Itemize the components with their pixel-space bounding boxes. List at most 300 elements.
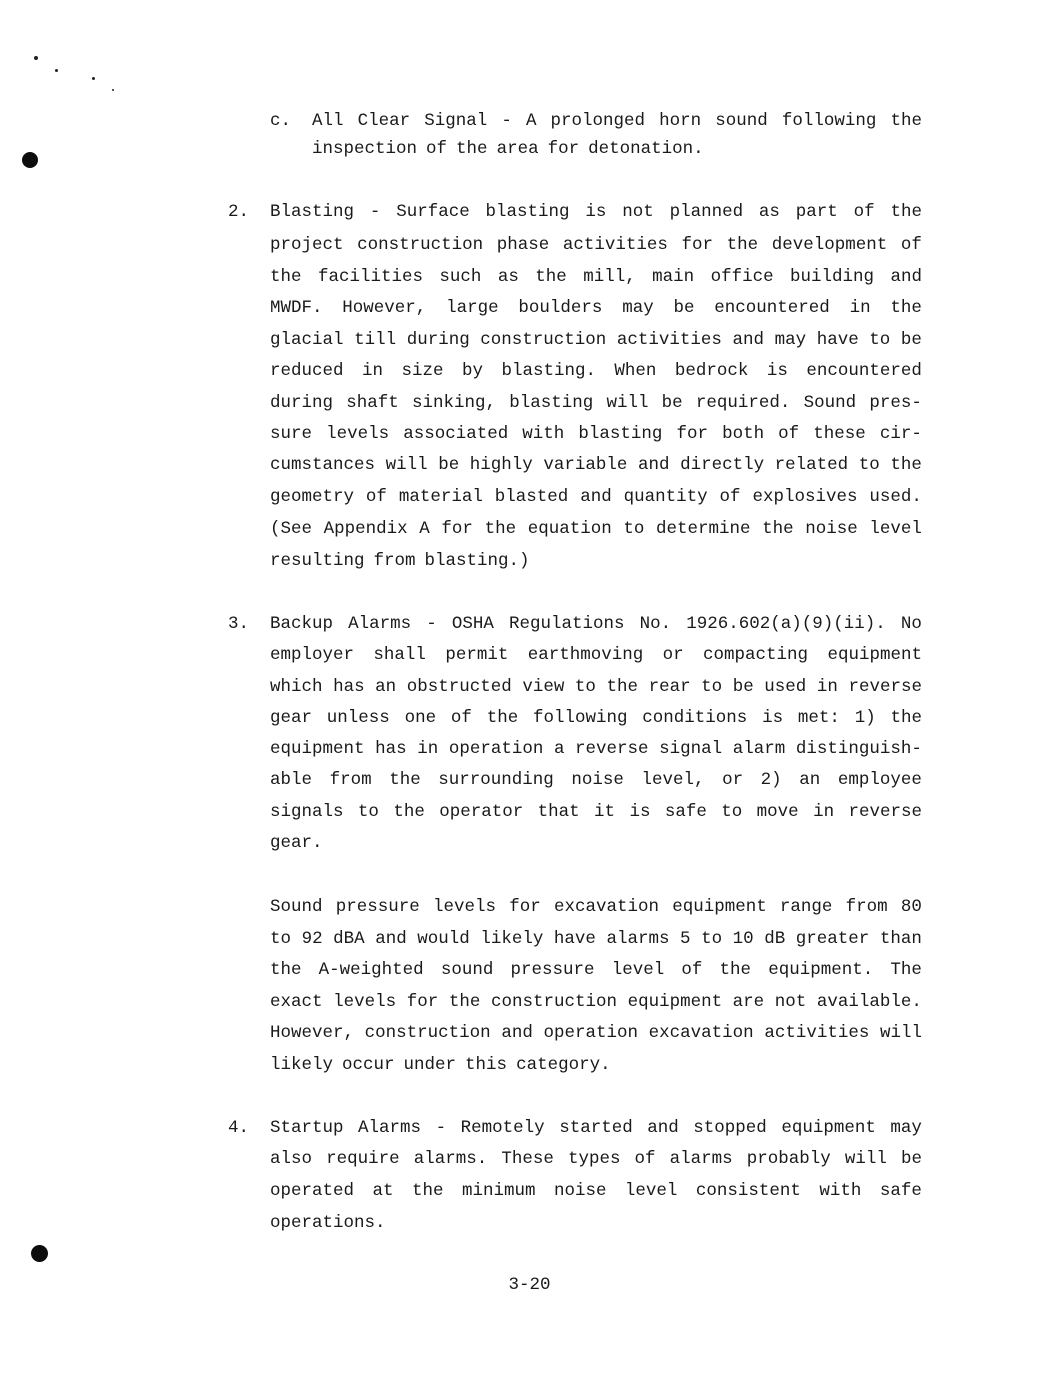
text-line	[270, 960, 922, 980]
word: gear	[270, 708, 313, 728]
word: consistent	[695, 1181, 801, 1201]
word: horn	[659, 111, 702, 131]
word: obstructed	[406, 677, 512, 697]
text-line	[270, 202, 922, 222]
word: the	[393, 802, 425, 822]
word: area	[496, 139, 539, 159]
scan-speck	[92, 77, 95, 80]
word: with	[819, 1181, 862, 1201]
word: -	[426, 614, 437, 634]
word: the	[890, 202, 922, 222]
word: mill,	[583, 267, 636, 287]
word: in	[417, 739, 439, 759]
word: main	[652, 267, 695, 287]
word: to	[701, 929, 723, 949]
word: Surface	[396, 202, 470, 222]
word: and	[647, 1118, 679, 1138]
word: construction	[357, 235, 484, 255]
word: No	[900, 614, 922, 634]
word: for	[441, 519, 473, 539]
word: (See	[270, 519, 313, 539]
word: 1)	[854, 708, 876, 728]
word: operation	[448, 739, 544, 759]
word: for	[509, 897, 541, 917]
word: under	[403, 1055, 457, 1075]
word: which	[270, 677, 323, 697]
word: sound	[715, 111, 768, 131]
text-line	[270, 739, 922, 759]
word: or	[662, 645, 684, 665]
word: Regulations	[509, 614, 625, 634]
word: and	[637, 455, 670, 475]
word: shaft	[346, 393, 399, 413]
word: OSHA	[451, 614, 494, 634]
word: during	[406, 330, 470, 350]
word: levels	[326, 424, 390, 444]
text-line	[270, 487, 922, 507]
word: distinguish-	[795, 739, 922, 759]
word: will	[606, 393, 649, 413]
word: till	[354, 330, 397, 350]
word: levels	[333, 992, 397, 1012]
word: However,	[342, 298, 427, 318]
word: to	[357, 802, 379, 822]
word: operator	[439, 802, 524, 822]
word: may	[890, 1118, 922, 1138]
word: during	[270, 393, 334, 413]
word: be	[673, 298, 695, 318]
word: is	[585, 202, 607, 222]
word: minimum	[461, 1181, 536, 1201]
word: in	[813, 802, 835, 822]
word: equation	[527, 519, 612, 539]
word: size	[401, 361, 444, 381]
word: directly	[680, 455, 765, 475]
word: and	[501, 1023, 533, 1043]
text-line	[270, 929, 922, 949]
word: facilities	[317, 267, 423, 287]
word: will	[844, 1149, 887, 1169]
word: All	[312, 111, 344, 131]
word: equipment	[827, 645, 922, 665]
word: the	[719, 960, 752, 980]
word: that	[537, 802, 580, 822]
word: of	[853, 202, 875, 222]
word: be	[900, 330, 922, 350]
list-marker: c.	[270, 111, 292, 131]
word: blasted	[494, 487, 569, 507]
word: encountered	[714, 298, 830, 318]
word: No.	[639, 614, 672, 634]
word: to	[623, 519, 645, 539]
word: equipment	[672, 897, 767, 917]
word: the	[456, 139, 488, 159]
word: bedrock	[674, 361, 749, 381]
text-line	[270, 770, 922, 790]
word: When	[614, 361, 657, 381]
word: Clear	[357, 111, 411, 131]
word: noise	[553, 1181, 607, 1201]
word: Alarms	[348, 614, 412, 634]
word: an	[799, 770, 821, 790]
word: alarms	[606, 929, 670, 949]
word: to	[858, 455, 880, 475]
word: safe	[879, 1181, 922, 1201]
word: would	[417, 929, 470, 949]
text-line	[270, 1023, 922, 1043]
word: activities	[616, 330, 722, 350]
word: following	[532, 708, 628, 728]
word: level	[611, 960, 665, 980]
word: A	[525, 111, 537, 131]
word: following	[781, 111, 877, 131]
text-line	[270, 330, 922, 350]
word: earthmoving	[527, 645, 644, 665]
word: part	[795, 202, 838, 222]
word: A	[419, 519, 430, 539]
word: likely	[480, 929, 544, 949]
word: reverse	[848, 677, 922, 697]
word: of	[634, 1149, 656, 1169]
word: Remotely	[460, 1118, 545, 1138]
word: boulders	[518, 298, 603, 318]
text-line	[270, 1118, 922, 1138]
word: such	[439, 267, 482, 287]
word: Appendix	[323, 519, 408, 539]
word: the	[535, 267, 567, 287]
word: the	[486, 708, 519, 728]
word: have	[816, 330, 859, 350]
word: able	[270, 770, 313, 790]
word: of	[450, 708, 472, 728]
word: variable	[543, 455, 628, 475]
word: also	[270, 1149, 313, 1169]
word: from	[329, 770, 372, 790]
word: exact	[270, 992, 323, 1012]
word: equipment.	[768, 960, 874, 980]
word: blasting	[485, 202, 570, 222]
word: material	[398, 487, 483, 507]
word: by	[461, 361, 483, 381]
word: may	[622, 298, 654, 318]
word: The	[890, 960, 922, 980]
word: activities	[764, 1023, 870, 1043]
word: permit	[445, 645, 509, 665]
word: alarms	[669, 1149, 733, 1169]
word: be	[900, 1149, 922, 1169]
word: 5	[680, 929, 691, 949]
word: 2)	[760, 770, 782, 790]
word: as	[497, 267, 519, 287]
word: inspection	[312, 139, 418, 159]
word: of	[681, 960, 703, 980]
word: Startup	[270, 1118, 344, 1138]
word: require	[326, 1149, 400, 1169]
word: will	[879, 1023, 922, 1043]
word: to	[869, 330, 891, 350]
word: for	[681, 235, 714, 255]
text-line	[270, 1213, 922, 1233]
word: office	[710, 267, 774, 287]
word: associated	[403, 424, 509, 444]
word: -	[435, 1118, 447, 1138]
word: excavation	[553, 897, 659, 917]
word: to	[270, 929, 292, 949]
word: level,	[641, 770, 705, 790]
word: of	[365, 487, 387, 507]
word: than	[879, 929, 922, 949]
text-line	[270, 802, 922, 822]
word: used.	[869, 487, 922, 507]
word: sinking,	[411, 393, 496, 413]
word: the	[448, 992, 481, 1012]
word: blasting.	[501, 361, 596, 381]
text-line	[270, 833, 922, 853]
text-line	[270, 677, 922, 697]
word: sound	[440, 960, 494, 980]
word: have	[553, 929, 596, 949]
word: pressure	[335, 897, 420, 917]
word: large	[446, 298, 499, 318]
text-line	[270, 267, 922, 287]
text-line	[270, 1055, 922, 1075]
word: detonation.	[588, 139, 704, 159]
word: level	[624, 1181, 678, 1201]
word: development	[771, 235, 888, 255]
word: both	[722, 424, 765, 444]
word: not	[622, 202, 654, 222]
word: surrounding	[438, 770, 554, 790]
word: available.	[816, 992, 922, 1012]
word: level	[869, 519, 922, 539]
text-line	[270, 614, 922, 634]
word: the	[890, 298, 922, 318]
word: alarm	[732, 739, 786, 759]
word: the	[484, 519, 517, 539]
word: project	[270, 235, 344, 255]
scan-speck	[112, 89, 114, 91]
word: unless	[326, 708, 390, 728]
text-line	[270, 298, 922, 318]
word: geometry	[270, 487, 355, 507]
scan-speck	[55, 69, 58, 72]
word: quantity	[623, 487, 708, 507]
word: the	[890, 455, 922, 475]
word: dBA	[333, 929, 365, 949]
word: the	[270, 267, 302, 287]
word: Blasting	[270, 202, 355, 222]
word: 10	[732, 929, 754, 949]
text-line	[270, 424, 922, 444]
word: required.	[695, 393, 791, 413]
word: stopped	[693, 1118, 767, 1138]
word: and	[375, 929, 407, 949]
word: has	[333, 677, 365, 697]
word: is	[762, 708, 784, 728]
word: from	[373, 551, 416, 571]
word: has	[375, 739, 407, 759]
word: move	[756, 802, 799, 822]
word: cumstances	[270, 455, 376, 475]
text-line	[270, 455, 922, 475]
word: of	[900, 235, 922, 255]
word: with	[522, 424, 565, 444]
word: related	[774, 455, 849, 475]
word: rear	[648, 677, 691, 697]
word: started	[559, 1118, 633, 1138]
word: of	[778, 424, 800, 444]
word: be	[438, 455, 460, 475]
word: highly	[469, 455, 533, 475]
word: be	[661, 393, 683, 413]
word: may	[774, 330, 807, 350]
text-line	[270, 897, 922, 917]
word: types	[567, 1149, 621, 1169]
word: noise	[805, 519, 858, 539]
word: activities	[562, 235, 668, 255]
word: view	[522, 677, 565, 697]
word: the	[606, 677, 638, 697]
word: this	[465, 1055, 508, 1075]
text-line	[270, 645, 922, 665]
word: equipment	[781, 1118, 876, 1138]
word: greater	[795, 929, 870, 949]
word: the	[890, 111, 922, 131]
list-marker: 2.	[228, 202, 250, 222]
word: the	[890, 708, 922, 728]
word: met:	[797, 708, 840, 728]
word: at	[372, 1181, 394, 1201]
word: the	[389, 770, 421, 790]
text-line	[270, 551, 922, 571]
word: reverse	[848, 802, 922, 822]
word: noise	[571, 770, 624, 790]
punch-hole-bottom	[31, 1245, 48, 1262]
text-line	[270, 708, 922, 728]
word: explosives	[752, 487, 858, 507]
word: conditions	[642, 708, 748, 728]
word: blasting	[578, 424, 663, 444]
word: compacting	[703, 645, 809, 665]
word: reduced	[270, 361, 344, 381]
word: operated	[270, 1181, 355, 1201]
word: Backup	[270, 614, 334, 634]
word: to	[721, 802, 743, 822]
word: probably	[746, 1149, 831, 1169]
word: for	[406, 992, 439, 1012]
scan-speck	[34, 56, 38, 60]
text-line	[270, 1149, 922, 1169]
word: A-weighted	[318, 960, 424, 980]
word: However,	[270, 1023, 355, 1043]
text-line	[270, 992, 922, 1012]
text-line	[312, 139, 922, 159]
word: gear.	[270, 833, 323, 853]
word: will	[385, 455, 428, 475]
word: the	[270, 960, 302, 980]
word: an	[375, 677, 397, 697]
text-line	[270, 1181, 922, 1201]
word: pres-	[869, 393, 922, 413]
text-line	[270, 519, 922, 539]
word: 1926.602(a)(9)(ii).	[686, 614, 886, 634]
word: Sound	[270, 897, 323, 917]
word: and	[890, 267, 922, 287]
list-marker: 3.	[228, 614, 250, 634]
word: encountered	[806, 361, 922, 381]
word: resulting	[270, 551, 365, 571]
word: -	[501, 111, 512, 131]
word: for	[547, 139, 580, 159]
word: in	[849, 298, 871, 318]
word: alarms.	[413, 1149, 488, 1169]
page-number: 3-20	[508, 1275, 551, 1295]
word: in	[816, 677, 838, 697]
word: used	[764, 677, 807, 697]
word: Alarms	[358, 1118, 422, 1138]
word: it	[594, 802, 616, 822]
word: levels	[432, 897, 496, 917]
word: not	[774, 992, 807, 1012]
word: construction	[480, 330, 607, 350]
word: planned	[669, 202, 744, 222]
word: one	[404, 708, 437, 728]
word: from	[845, 897, 888, 917]
text-line	[312, 111, 922, 131]
word: blasting.)	[424, 551, 530, 571]
word: the	[762, 519, 794, 539]
word: These	[501, 1149, 554, 1169]
word: pressure	[510, 960, 595, 980]
word: or	[722, 770, 744, 790]
word: phase	[496, 235, 550, 255]
word: MWDF.	[270, 298, 323, 318]
word: is	[766, 361, 788, 381]
text-line	[270, 393, 922, 413]
word: equipment	[270, 739, 365, 759]
word: construction	[364, 1023, 491, 1043]
word: safe	[664, 802, 707, 822]
word: in	[361, 361, 383, 381]
word: prolonged	[550, 111, 646, 131]
list-marker: 4.	[228, 1118, 250, 1138]
word: employee	[837, 770, 922, 790]
word: glacial	[270, 330, 344, 350]
word: 80	[900, 897, 922, 917]
word: construction	[490, 992, 617, 1012]
word: these	[813, 424, 866, 444]
word: category.	[516, 1055, 611, 1075]
text-line	[270, 235, 922, 255]
word: range	[779, 897, 833, 917]
word: excavation	[648, 1023, 754, 1043]
word: of	[719, 487, 741, 507]
word: signals	[270, 802, 344, 822]
word: signal	[659, 739, 723, 759]
word: the	[726, 235, 759, 255]
word: shall	[373, 645, 426, 665]
word: determine	[655, 519, 751, 539]
word: of	[426, 139, 448, 159]
text-line	[270, 361, 922, 381]
word: to	[574, 677, 596, 697]
word: and	[580, 487, 612, 507]
word: are	[732, 992, 765, 1012]
word: -	[369, 202, 381, 222]
word: a	[553, 739, 565, 759]
word: the	[411, 1181, 444, 1201]
punch-hole-top	[22, 152, 38, 168]
